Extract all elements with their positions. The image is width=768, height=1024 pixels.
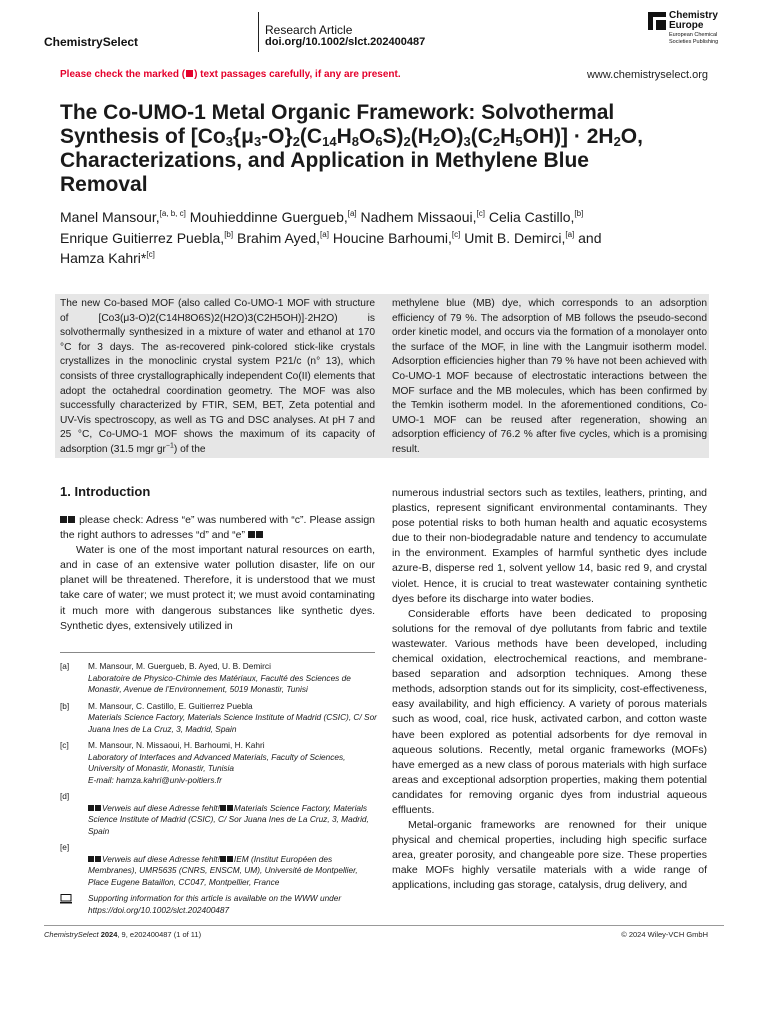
author: Brahim Ayed,[a]	[237, 229, 329, 246]
computer-icon	[60, 894, 72, 904]
footer-copyright: © 2024 Wiley-VCH GmbH	[621, 930, 708, 939]
doi-link[interactable]: doi.org/10.1002/slct.202400487	[265, 36, 426, 48]
abstract-left-column: The new Co-based MOF (also called Co-UMO-1 MOF with structure of [Co3(μ3-O)2(C14H8O6S)2(H2O)3(C2H5OH)]·2H2O) is solvothermally synthesized in a mixture of water and ethanol at 170 °C for 3 days. The as-recovered pink-colored stick-like crystals crystallizes in the monoclinic crystal system P21/c (n° 13), which consists of three crystallographically independent Co(II) elements that adopt the octahedral coordination geometry. The MOF was also successfully characterized by FTIR, SEM, BET, Zeta potential and UV-Vis spectroscopy, as well as TG and DSC analyses. At pH 7 and 25 °C, Co-UMO-1 MOF shows the maximum of its capacity of adsorption (31.5 mgr $gr^{-1}$) of the	[60, 298, 375, 455]
section-heading: 1. Introduction	[60, 484, 151, 499]
intro-paragraph: Considerable efforts have been dedicated to proposing solutions for the removal of dye pollutants from fabric and textile wastewater. Various methods have been developed, including chemical oxidation, electrochemical reactions, and membrane-based separation and adsorption techniques. Among these methods, adsorption stands out for its simplicity, cost-effectiveness, easy availability, and high efficiency. A variety of porous materials such as wood, coal, rice husk, activated carbon, and cotton waste have been explored as potential adsorbents for dye removal in aqueous solutions. Recently, metal organic frameworks (MOFs) have emerged as a new class of porous materials with high surface areas and exceptional adsorption properties, making them potential candidates for removing organic dyes from industrial aqueous effluents.	[392, 607, 707, 816]
affiliation-item: [c] M. Mansour, N. Missaoui, H. Barhoumi, H. Kahri Laboratory of Interfaces and Advanced Materials, Faculty of Sciences, University of Monastir, Monastir, Tunisia E-mail: hamza.kahri@univ-poitiers.fr	[60, 740, 380, 786]
right-body-column	[392, 486, 707, 894]
author: Mouhieddinne Guergueb,[a]	[189, 209, 357, 225]
publisher-name-1: Chemistry	[669, 10, 718, 21]
affiliation-item: [b] M. Mansour, C. Castillo, E. Guitierrez Puebla Materials Science Factory, Materials Science Institute of Madrid (CSIC), C/ Sor Juana Ines de La Cruz, 3, Madrid, Spain	[60, 700, 377, 734]
marker-square-icon	[186, 70, 193, 77]
left-body-column	[60, 513, 375, 634]
affiliation-item: [d] Verweis auf diese Adresse fehlt! Materials Science Factory, Materials Science Institute of Madrid (CSIC), C/ Sor Juana Ines de La Cruz, 3, Madrid, Spain	[60, 791, 369, 836]
check-notice: Please check the marked ( ) text passages carefully, if any are present.	[60, 69, 401, 80]
affiliation-item: [a] M. Mansour, M. Guergueb, B. Ayed, U. B. Demirci Laboratoire de Physico-Chimie des Matériaux, Faculté des Sciences de Monastir, Avenue de l’Environnement, 5019 Monastir, Tunisi	[60, 661, 351, 694]
affiliation-divider	[60, 652, 375, 653]
corresponding-email[interactable]: E-mail: hamza.kahri@univ-poitiers.fr	[88, 774, 222, 785]
intro-paragraph: numerous industrial sectors such as textiles, leathers, printing, and plastics, represent significant environmental contaminants. They pose potential risks to both human health and aquatic ecosystems due to their non-biodegradable nature and tendency to accumulate in the environment. Examples of harmful synthetic dyes include azure-B, disperse red 1, solvent yellow 14, basic red 9, and crystal violet. Hence, it is crucial to treat wastewater containing synthetic dyes before its discharge into water bodies.	[392, 487, 707, 605]
affiliation-item: [e] Verweis auf diese Adresse fehlt! IEM (Institut Européen des Membranes), UMR5635 (CNRS, ENSCM, UM), Université de Montpellier, Place Eugene Bataillon, CC047, Montpellier, France	[60, 842, 358, 887]
publisher-name-2: Europe	[669, 20, 704, 31]
publisher-logo	[648, 10, 758, 52]
author: Enrique Guitierrez Puebla,[b]	[60, 229, 234, 246]
supporting-info-note: Supporting information for this article is available on the WWW under https://doi.org/10.1002/slct.202400487	[60, 893, 380, 916]
author: Hamza Kahri*[c]	[60, 250, 155, 266]
author: Manel Mansour,[a, b, c]	[60, 209, 186, 225]
intro-paragraph: Metal-organic frameworks are renowned for their unique physical and chemical properties, including high specific surface area, greater porosity, and changeable pore size. These properties make MOFs highly versatile materials with a wide range of applications, including gas storage, catalysis, drug delivery, and	[392, 819, 707, 892]
article-type: Research Article	[265, 23, 353, 37]
author: Umit B. Demirci,[a]	[464, 229, 575, 246]
author: Houcine Barhoumi,[c]	[332, 229, 461, 246]
footer-citation: ChemistrySelect 2024, 9, e202400487 (1 of 11)	[44, 930, 202, 939]
author: Celia Castillo,[b]	[488, 209, 584, 225]
editor-query-note: please check: Adress “e” was numbered with “c”. Please assign the right authors to adresses “d” and “e”	[60, 514, 376, 542]
journal-name: ChemistrySelect	[44, 35, 139, 49]
chemistry-europe-logo-icon	[648, 12, 666, 30]
author: Nadhem Missaoui,[c]	[360, 209, 485, 225]
article-title: The Co-UMO-1 Metal Organic Framework: Solvothermal Synthesis of $[Co_3\{\mu_3-O\}_2(C_{14}H_8O_6S)_2(H_2O)_3(C_2H_5OH)] \cdot 2H_2O$, Characterizations, and Application in Methylene Blue Removal	[60, 101, 710, 197]
abstract-formula: 3(μ3-O)2(C14H8O6S)2(H2O)3(C2H5OH)]·2H2O	[114, 312, 335, 324]
title-formula-line: Synthesis of $[Co_3\{\mu_3-O\}_2(C_{14}H_8O_6S)_2(H_2O)_3(C_2H_5OH)] \cdot 2H_2O$,	[60, 125, 643, 149]
author-list: Manel Mansour,[a, b, c] Mouhieddinne Guergueb,[a] Nadhem Missaoui,[c] Celia Castillo,[b] Enrique Guitierrez Puebla,[b] Brahim Ayed,[a] Houcine Barhoumi,[c] Umit B. Demirci,[a] and Hamza Kahri*[c]	[60, 209, 602, 266]
header-divider	[258, 12, 259, 52]
footer-divider	[44, 925, 724, 926]
journal-website-link[interactable]: www.chemistryselect.org	[586, 69, 708, 81]
intro-paragraph: Water is one of the most important natural resources on earth, and in case of an extensive water pollution disaster, life on our planet will be threatened. Therefore, it is understood that we must take care of water; we must protect it; we must avoid contaminating it much more with dangerous substances like synthetic dyes. Synthetic dyes, extensively utilized in	[60, 544, 375, 632]
abstract-right-column: methylene blue (MB) dye, which corresponds to an adsorption efficiency of 79 %. The adsorption of MB follows the pseudo-second order kinetic model, and occurs via the formation of a monolayer onto the surface of the MOF, in line with the Langmuir isotherm model. Adsorption efficiencies higher than 79 % have not been achieved with Co-UMO-1 MOF because of electrostatic interactions between the MOF surface and the MB molecules, which has been confirmed by the Temkin isotherm model. In the aforementioned conditions, Co-UMO-1 MOF can be reused after regeneration, showing an adsorption efficiency of 76.2 % after five cycles, which is a promising result.	[392, 298, 707, 455]
affiliations	[60, 661, 380, 916]
publisher-subtitle: European Chemical Societies Publishing	[669, 32, 719, 45]
